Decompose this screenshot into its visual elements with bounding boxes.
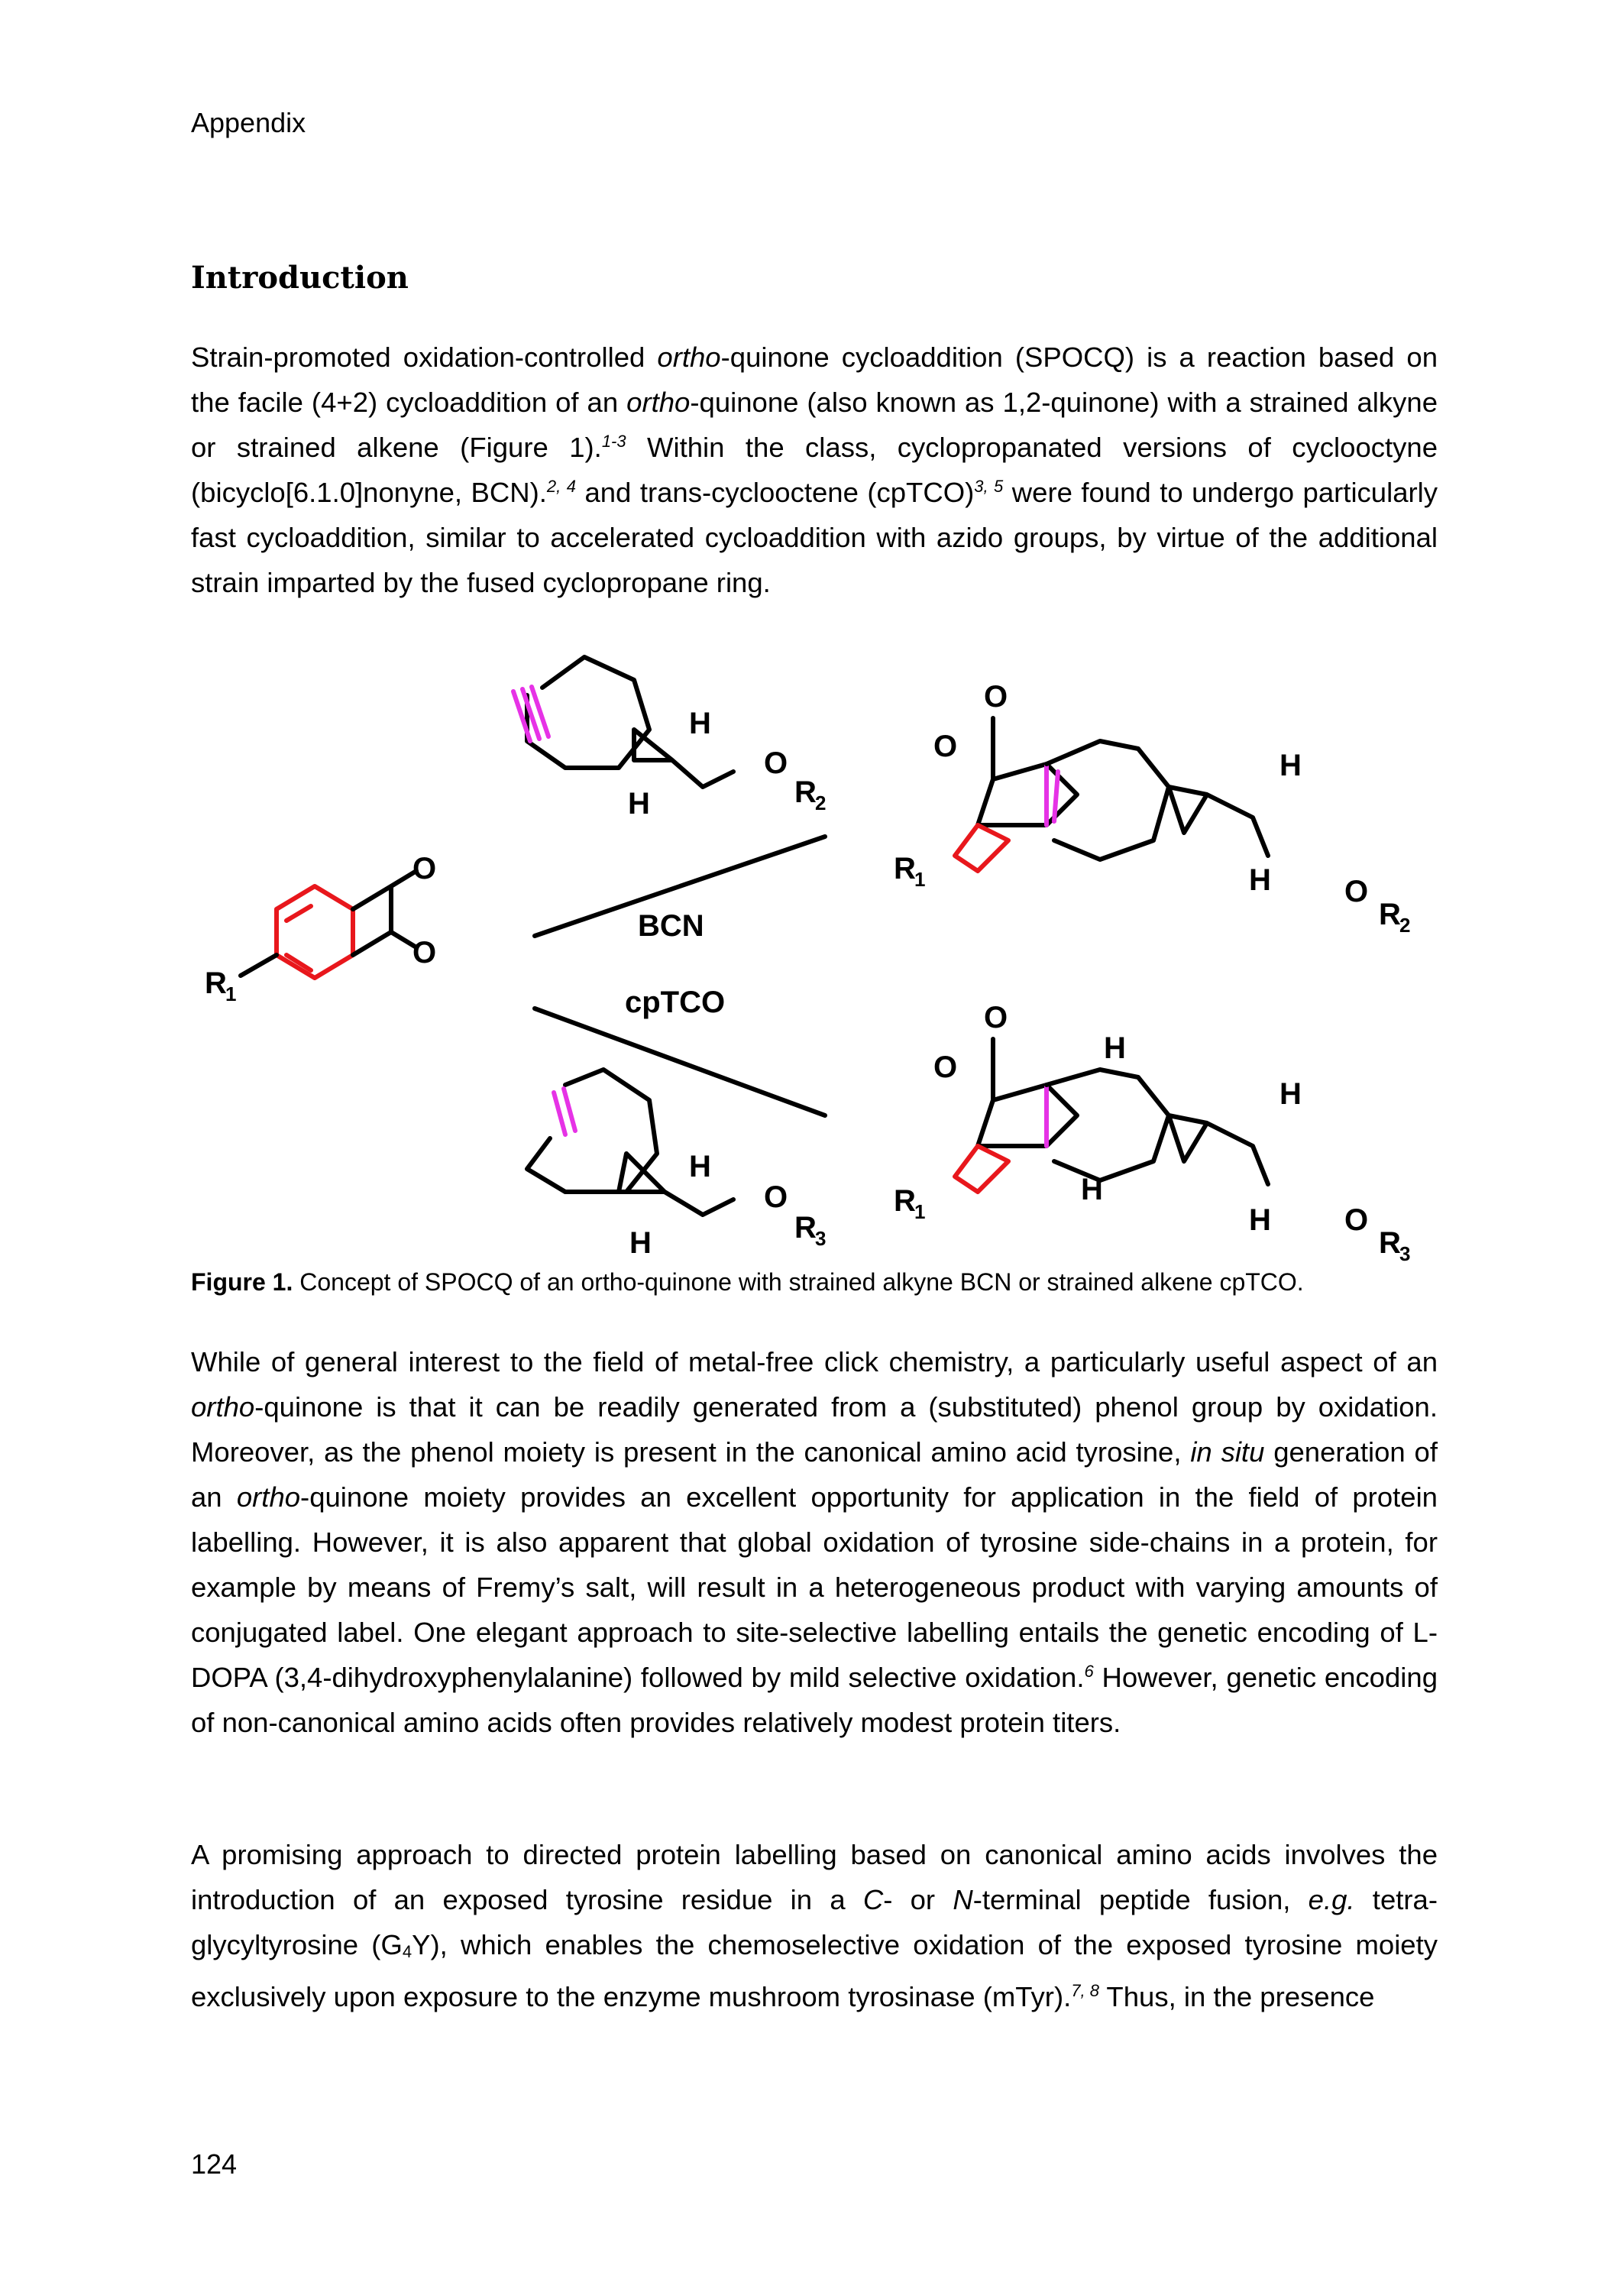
caption-text: Concept of SPOCQ of an ortho-quinone with strained alkyne BCN or strained alkene cpTCO.: [293, 1268, 1304, 1296]
r1-label: R: [894, 1184, 916, 1218]
ring-double-bond-1: [286, 906, 311, 921]
section-title: Introduction: [191, 260, 409, 296]
oxygen-label: O: [1344, 875, 1369, 908]
bcn-adduct-structure: [955, 718, 1268, 871]
carbonyl-bonds: [353, 871, 416, 955]
oxygen-label: O: [984, 680, 1008, 714]
r1-label: R: [894, 852, 916, 885]
citation: 1-3: [601, 431, 626, 451]
oxygen-label: O: [764, 1180, 788, 1214]
caption-label: Figure 1.: [191, 1268, 293, 1296]
r1-subscript: 1: [914, 868, 926, 891]
figure-caption: [191, 1268, 1304, 1297]
r1-subscript: 1: [914, 1200, 926, 1223]
hydrogen-label: H: [689, 1150, 711, 1183]
reaction-scheme-figure: [168, 626, 1451, 1299]
hydrogen-label: H: [1279, 1077, 1302, 1111]
r2-label: R: [794, 775, 817, 809]
hydrogen-label: H: [1249, 1203, 1271, 1237]
r1-subscript: 1: [225, 983, 237, 1005]
paragraph-3: A promising approach to directed protein labelling based on canonical amino acids involves the introduction of an exposed tyrosine residue in a C- or N-terminal peptide fusion, e.g. tetra-glycyltyrosine (G4Y), which enables the chemoselective oxidation of the exposed tyrosine moiety exclusively upon exposure to the enzyme mushroom tyrosinase (mTyr).$^{7, 8}$ Thus, in the presence: [191, 1839, 1438, 2012]
r1-bond: [241, 955, 277, 976]
r3-label: R: [794, 1211, 817, 1245]
r2-label: R: [1379, 898, 1401, 931]
hydrogen-label: H: [628, 787, 650, 821]
citation: 6: [1084, 1661, 1094, 1681]
citation: 7, 8: [1071, 1980, 1099, 2000]
cptco-structure: [527, 1070, 733, 1215]
ortho-quinone-structure: [238, 871, 416, 978]
oxygen-label: O: [412, 852, 437, 885]
hydrogen-label: H: [1249, 863, 1271, 897]
hydrogen-label: H: [1279, 749, 1302, 782]
paragraph-1: Strain-promoted oxidation-controlled ortho-quinone cycloaddition (SPOCQ) is a reaction based on the facile (4+2) cycloaddition of an ortho-quinone (also known as 1,2-quinone) with a strained alkyne or strained alkene (Figure 1).$^{1-3}$ Within the class, cyclopropanated versions of cyclooctyne (bicyclo[6.1.0]nonyne, BCN).$^{2, 4}$ and trans-cyclooctene (cpTCO)$^{3, 5}$ were found to undergo particularly fast cycloaddition, similar to accelerated cycloaddition with azido groups, by virtue of the additional strain imparted by the fused cyclopropane ring.: [191, 342, 1438, 598]
citation: 3, 5: [974, 476, 1004, 496]
r3-subscript: 3: [815, 1227, 827, 1250]
oxygen-label: O: [933, 730, 958, 763]
running-header: Appendix: [191, 107, 306, 138]
oxygen-label: O: [1344, 1203, 1369, 1237]
r1-label: R: [205, 966, 227, 1000]
aromatic-ring-bonds: [277, 886, 353, 978]
oxygen-label: O: [412, 936, 437, 970]
hydrogen-label: H: [689, 707, 711, 740]
r3-subscript: 3: [1399, 1242, 1411, 1265]
page-number: 124: [191, 2148, 238, 2180]
hydrogen-label: H: [629, 1226, 652, 1260]
citation: 2, 4: [546, 476, 576, 496]
hydrogen-label: H: [1104, 1031, 1126, 1065]
oxygen-label: O: [933, 1050, 958, 1084]
oxygen-label: O: [984, 1001, 1008, 1034]
arrow-lower: [535, 1008, 825, 1115]
r2-subscript: 2: [1399, 914, 1411, 937]
r3-label: R: [1379, 1226, 1401, 1260]
paragraph-2: While of general interest to the field of metal-free click chemistry, a particularly useful aspect of an ortho-quinone is that it can be readily generated from a (substituted) phenol group by oxidation. Moreover, as the phenol moiety is present in the canonical amino acid tyrosine, in situ generation of an ortho-quinone moiety provides an excellent opportunity for application in the field of protein labelling. However, it is also apparent that global oxidation of tyrosine side-chains in a protein, for example by means of Fremy’s salt, will result in a heterogeneous product with varying amounts of conjugated label. One elegant approach to site-selective labelling entails the genetic encoding of L-DOPA (3,4-dihydroxyphenylalanine) followed by mild selective oxidation.$^6$ However, genetic encoding of non-canonical amino acids often provides relatively modest protein titers.: [191, 1346, 1438, 1738]
reagent-label-cptco: cpTCO: [625, 986, 726, 1019]
r2-subscript: 2: [815, 792, 827, 814]
hydrogen-label: H: [1081, 1173, 1103, 1206]
oxygen-label: O: [764, 746, 788, 780]
reagent-label-bcn: BCN: [638, 909, 704, 943]
